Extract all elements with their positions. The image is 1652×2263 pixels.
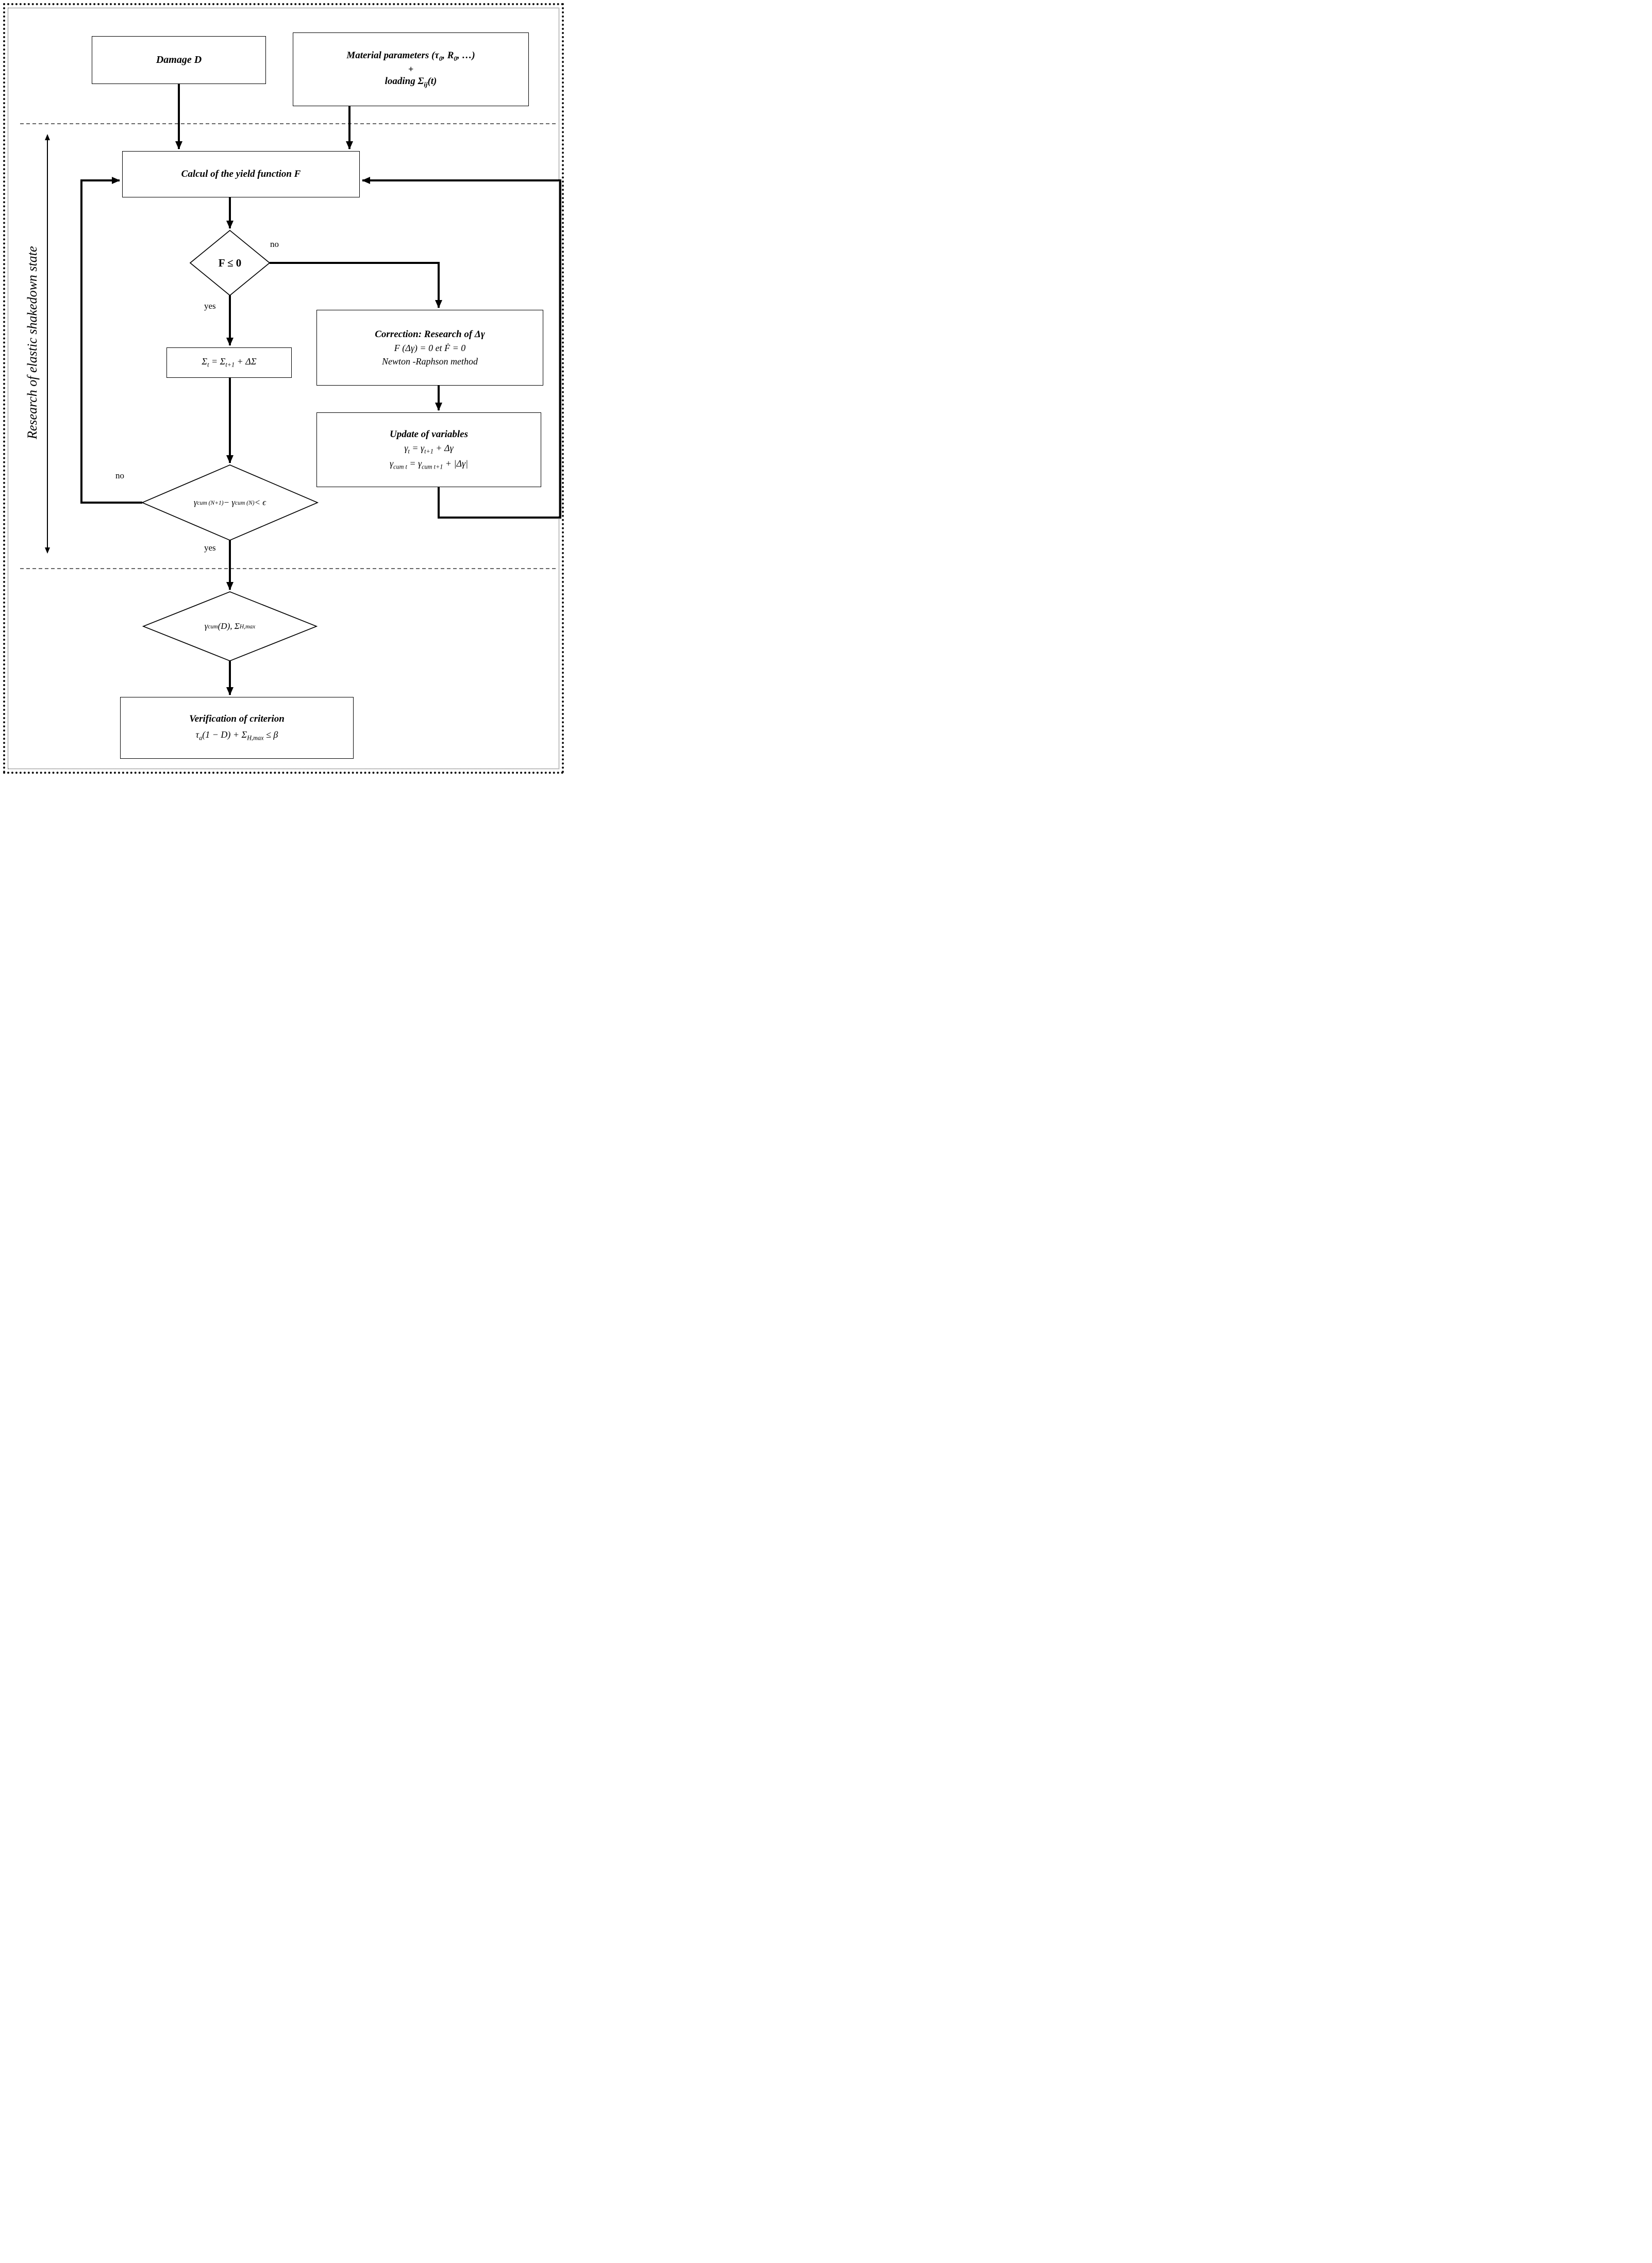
side-label-shakedown: Research of elastic shakedown state [25, 246, 40, 440]
flowchart-page [0, 0, 567, 777]
material-line3: loading $\Sigma_{ij}(t)$ [385, 76, 437, 88]
sigma-increment-box [166, 347, 292, 378]
verification-line1: Verification of criterion [189, 713, 285, 725]
decision-f-label: F ≤ 0 [218, 256, 242, 269]
update-line2: $\gamma_t = \gamma_{t+1} + \Delta\gamma$ [404, 442, 454, 455]
material-line1: Material parameters ($\tau_0$, $R_0$, …) [346, 50, 475, 62]
correction-line2: F (Δγ) = 0 et Ḟ = 0 [394, 342, 466, 353]
correction-line1: Correction: Research of Δγ [375, 328, 485, 340]
result-diamond-label: γ cum (D), Σ H,max [204, 621, 256, 631]
flow-connectors [0, 0, 567, 777]
update-line1: Update of variables [390, 428, 468, 440]
update-variables-box [316, 412, 541, 487]
verification-box [120, 697, 354, 759]
branch-label-no-top: no [270, 239, 279, 249]
yield-function-box [122, 151, 360, 197]
correction-box [316, 310, 543, 386]
branch-label-yes-bottom: yes [204, 543, 216, 553]
material-line2: + [408, 64, 414, 74]
damage-title: Damage D [156, 54, 202, 65]
correction-line3: Newton -Raphson method [382, 356, 478, 367]
update-line3: $\gamma_{cum t} = \gamma_{cum t+1} + |\Delta\gamma|$ [389, 458, 469, 471]
material-parameters-box [293, 32, 529, 106]
branch-label-yes-top: yes [204, 301, 216, 311]
branch-label-no-bottom: no [115, 471, 124, 480]
verification-line2: $\tau_a(1 - D) + \Sigma_{H,max} \le \beta$ [195, 729, 278, 742]
decision-convergence-label: γ cum (N+1) − γ cum (N) < ϵ [193, 497, 266, 507]
yield-function-title: Calcul of the yield function F [181, 169, 301, 179]
arrow-no-loop-to-calcul [81, 180, 142, 503]
arrow-no-to-correction [270, 263, 439, 308]
damage-box [92, 36, 266, 84]
sigma-formula: $\Sigma_t = \Sigma_{t+1} + \Delta\Sigma$ [202, 356, 257, 369]
